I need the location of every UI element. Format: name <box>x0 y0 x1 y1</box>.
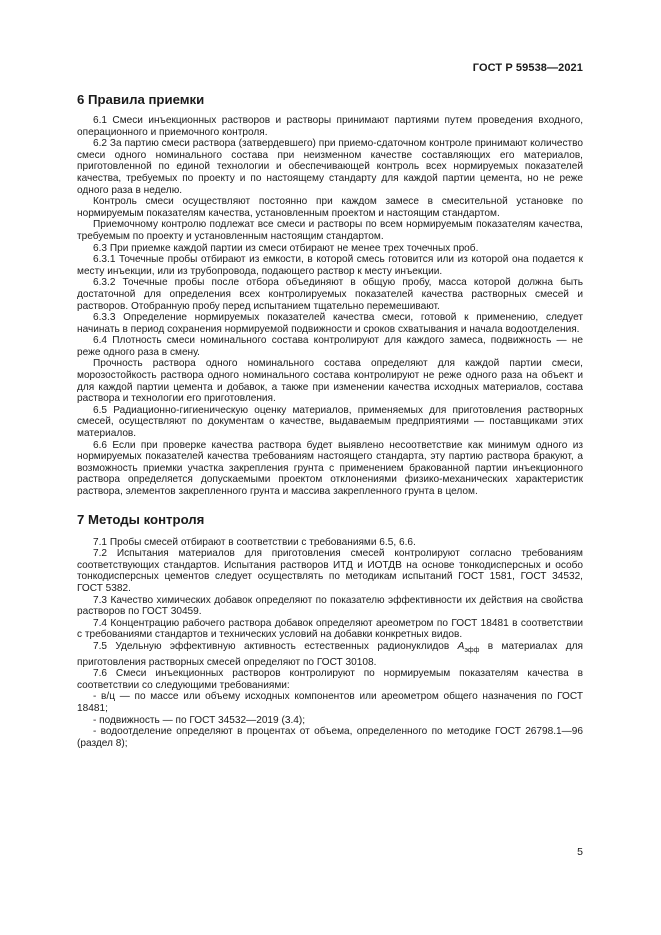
paragraph: 6.5 Радиационно-гигиеническую оценку материалов, применяемых для приготовления растворных смесей, осуществляют по документам о качестве, выдаваемым предприятиями — поставщиками этих материалов. <box>77 404 583 440</box>
text-fragment: 7.5 Удельную эффективную активность естественных радионуклидов <box>93 640 458 652</box>
paragraph: 6.4 Плотность смеси номинального состава контролируют для каждого замеса, подвижность — не реже одного раза в смену. <box>77 335 583 358</box>
page-number: 5 <box>577 846 583 858</box>
paragraph-7-5 <box>77 641 583 668</box>
text-fragment: в материалах для приготовления растворных смесей определяют по ГОСТ 30108. <box>77 640 583 668</box>
paragraph: Приемочному контролю подлежат все смеси и растворы по всем нормируемым показателям качества, требуемым по проекту и установленным настоящим стандартом. <box>77 219 583 242</box>
section-7-heading: 7 Методы контроля <box>77 511 205 527</box>
page-content <box>77 92 583 749</box>
symbol-a: A <box>457 640 465 652</box>
document-id-header: ГОСТ Р 59538—2021 <box>472 62 583 74</box>
paragraph: 7.1 Пробы смесей отбирают в соответствии с требованиями 6.5, 6.6. <box>93 536 416 548</box>
list-item: - подвижность — по ГОСТ 34532—2019 (3.4); <box>93 714 306 726</box>
section-6-body <box>77 115 583 498</box>
paragraph: Прочность раствора одного номинального состава определяют для каждой партии смеси, морозостойкость раствора одного номинального состава контролируют не реже одного раза на объект и для каждой партии цемента и добавок, а также при изменении качества исходных материалов, состава раствора и технологии его приготовления. <box>77 358 583 405</box>
paragraph: 6.3.2 Точечные пробы после отбора объединяют в общую пробу, масса которой должна быть достаточной для определения всех контролируемых показателей качества растворных смесей и растворов. Отобранную пробу перед испытанием тщательно перемешивают. <box>77 277 583 312</box>
list-item: - в/ц — по массе или объему исходных компонентов или ареометром общего назначения по ГОСТ 18481; <box>77 691 583 714</box>
paragraph: 6.3 При приемке каждой партии из смеси отбирают не менее трех точечных проб. <box>93 242 479 254</box>
paragraph: 6.2 За партию смеси раствора (затвердевшего) при приемо-сдаточном контроле принимают количество смеси одного номинального состава при неизменном качестве составляющих его материалов, приготовленной по единой технологии и обеспечивающей контроль всех нормируемых показателей качества, требуемых по проекту и по настоящему стандарту для каждой партии цемента, но не реже одного раза в неделю. <box>77 138 583 196</box>
paragraph: 6.6 Если при проверке качества раствора будет выявлено несоответствие как минимум одного из нормируемых показателей качества требованиям настоящего стандарта, эту партию раствора бракуют, а возможность приемки участка закрепления грунта с применением бракованной партии инъекционного раствора определяется допускаемыми проектом отклонениями физико-механических характеристик раствора, элементов закрепленного грунта и массива закрепленного грунта в целом. <box>77 439 583 497</box>
paragraph: 6.1 Смеси инъекционных растворов и растворы принимают партиями путем проведения входного, операционного и приемочного контроля. <box>77 115 583 138</box>
section-6-heading: 6 Правила приемки <box>77 92 205 107</box>
paragraph: 7.4 Концентрацию рабочего раствора добавок определяют ареометром по ГОСТ 18481 в соответствии с требованиями стандартов и технических условий на добавки конкретных видов. <box>77 617 583 641</box>
list-item: - водоотделение определяют в процентах от объема, определенного по методике ГОСТ 26798.1—96 (раздел 8); <box>77 726 583 749</box>
section-7-body <box>77 537 583 750</box>
paragraph: 7.3 Качество химических добавок определяют по показателю эффективности их действия на свойства растворов по ГОСТ 30459. <box>77 594 583 618</box>
paragraph: Контроль смеси осуществляют постоянно при каждом замесе в смесительной установке по нормируемым показателям качества, установленным проектом и настоящим стандартом. <box>77 196 583 219</box>
paragraph: 6.3.3 Определение нормируемых показателей качества смеси, готовой к применению, следует начинать в период сохранения нормируемой подвижности и сроков схватывания и начала водоотделения. <box>77 312 583 335</box>
paragraph: 7.2 Испытания материалов для приготовления смесей контролируют согласно требованиям соответствующих стандартов. Испытания растворов ИТД и ИОТДВ на основе тонкодисперсных и особо тонкодисперсных цементов следует осуществлять по методикам испытаний ГОСТ 1581, ГОСТ 34532, ГОСТ 5382. <box>77 548 583 594</box>
paragraph: 6.3.1 Точечные пробы отбирают из емкости, в которой смесь готовится или из которой она подается к месту инъекции, или из трубопровода, подающего раствор к месту инъекции. <box>77 254 583 277</box>
paragraph: 7.6 Смеси инъекционных растворов контролируют по нормируемым показателям качества в соответствии со следующими требованиями: <box>77 668 583 691</box>
symbol-subscript: эфф <box>464 646 480 654</box>
